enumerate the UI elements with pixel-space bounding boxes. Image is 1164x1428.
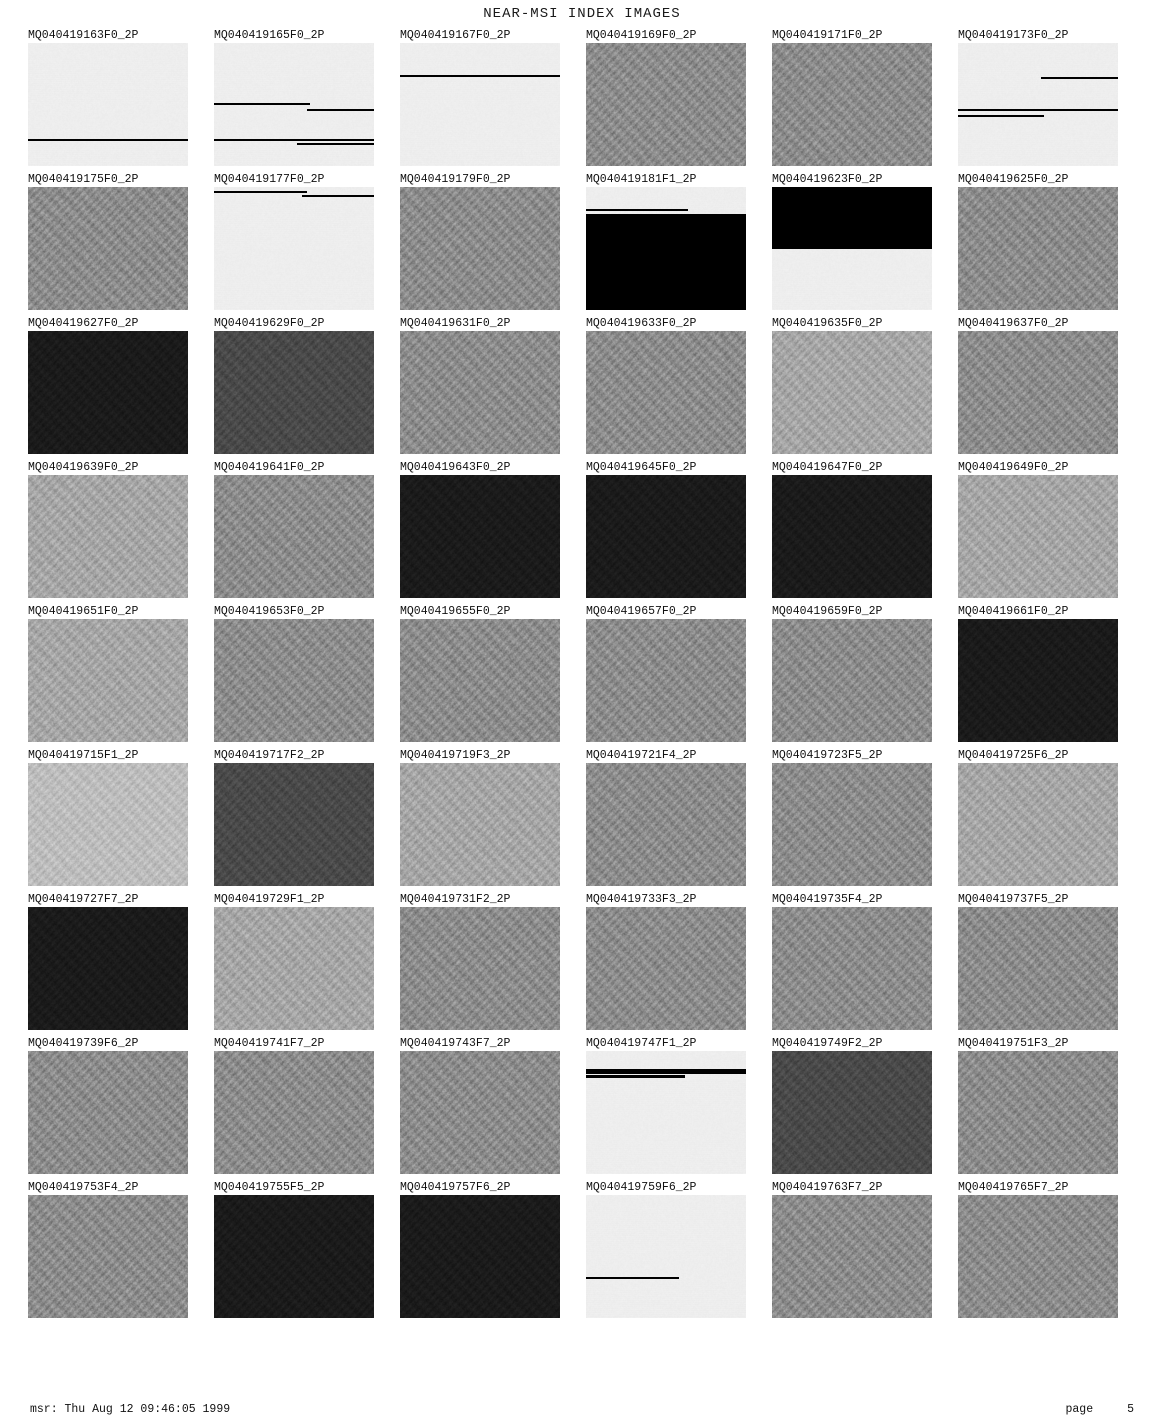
image-id-label: MQ040419175F0_2P [28, 173, 139, 186]
thumbnail-raster [214, 475, 374, 598]
image-cell[interactable] [400, 28, 560, 166]
image-thumbnail[interactable] [400, 907, 560, 1030]
image-thumbnail[interactable] [214, 187, 374, 310]
image-cell[interactable] [586, 1036, 746, 1174]
thumbnail-raster [214, 907, 374, 1030]
thumbnail-raster [400, 475, 560, 598]
image-thumbnail[interactable] [772, 475, 932, 598]
image-cell[interactable] [28, 1036, 188, 1174]
image-id-label: MQ040419765F7_2P [958, 1181, 1069, 1194]
thumbnail-raster [400, 331, 560, 454]
thumbnail-raster [958, 187, 1118, 310]
image-id-label: MQ040419727F7_2P [28, 893, 139, 906]
thumbnail-raster [586, 763, 746, 886]
image-cell[interactable] [958, 460, 1118, 598]
image-thumbnail[interactable] [28, 187, 188, 310]
image-cell[interactable] [772, 172, 932, 310]
image-thumbnail[interactable] [586, 1195, 746, 1318]
image-thumbnail[interactable] [400, 43, 560, 166]
image-id-label: MQ040419755F5_2P [214, 1181, 325, 1194]
thumbnail-raster [586, 1195, 746, 1318]
thumbnail-raster [214, 1195, 374, 1318]
image-id-label: MQ040419653F0_2P [214, 605, 325, 618]
image-cell[interactable] [400, 316, 560, 454]
image-thumbnail[interactable] [772, 1195, 932, 1318]
image-cell[interactable] [28, 172, 188, 310]
thumbnail-scanline [297, 143, 374, 145]
thumbnail-raster [958, 1195, 1118, 1318]
thumbnail-raster [772, 331, 932, 454]
image-thumbnail[interactable] [958, 1195, 1118, 1318]
image-id-label: MQ040419763F7_2P [772, 1181, 883, 1194]
image-cell[interactable] [958, 1180, 1118, 1318]
image-cell[interactable] [586, 460, 746, 598]
page-label: page [1065, 1403, 1094, 1416]
thumbnail-band [772, 187, 932, 249]
image-thumbnail[interactable] [28, 331, 188, 454]
image-id-label: MQ040419721F4_2P [586, 749, 697, 762]
image-cell[interactable] [400, 1180, 560, 1318]
thumbnail-raster [958, 763, 1118, 886]
image-cell[interactable] [28, 748, 188, 886]
thumbnail-scanline [307, 109, 374, 111]
thumbnail-raster [28, 907, 188, 1030]
image-thumbnail[interactable] [586, 187, 746, 310]
image-cell[interactable] [214, 1180, 374, 1318]
image-id-label: MQ040419163F0_2P [28, 29, 139, 42]
thumbnail-raster [958, 907, 1118, 1030]
image-thumbnail[interactable] [400, 475, 560, 598]
image-id-label: MQ040419171F0_2P [772, 29, 883, 42]
image-cell[interactable] [586, 892, 746, 1030]
image-cell[interactable] [214, 604, 374, 742]
thumbnail-raster [28, 619, 188, 742]
image-cell[interactable] [772, 460, 932, 598]
image-cell[interactable] [28, 460, 188, 598]
image-cell[interactable] [28, 892, 188, 1030]
image-thumbnail[interactable] [28, 907, 188, 1030]
image-thumbnail[interactable] [214, 907, 374, 1030]
image-id-label: MQ040419631F0_2P [400, 317, 511, 330]
image-cell[interactable] [958, 28, 1118, 166]
image-thumbnail[interactable] [586, 43, 746, 166]
image-cell[interactable] [772, 748, 932, 886]
image-id-label: MQ040419743F7_2P [400, 1037, 511, 1050]
thumbnail-scanline [586, 1069, 746, 1074]
image-id-label: MQ040419719F3_2P [400, 749, 511, 762]
thumbnail-raster [958, 475, 1118, 598]
thumbnail-raster [214, 187, 374, 310]
image-cell[interactable] [400, 748, 560, 886]
thumbnail-scanline [1041, 77, 1118, 79]
image-cell[interactable] [958, 1036, 1118, 1174]
image-cell[interactable] [772, 316, 932, 454]
image-thumbnail[interactable] [586, 1051, 746, 1174]
thumbnail-scanline [400, 75, 560, 77]
thumbnail-raster [28, 763, 188, 886]
image-cell[interactable] [214, 892, 374, 1030]
image-cell[interactable] [214, 172, 374, 310]
image-id-label: MQ040419169F0_2P [586, 29, 697, 42]
thumbnail-raster [772, 1051, 932, 1174]
image-id-label: MQ040419737F5_2P [958, 893, 1069, 906]
image-thumbnail[interactable] [772, 43, 932, 166]
thumbnail-scanline [214, 139, 374, 141]
image-thumbnail[interactable] [214, 331, 374, 454]
image-cell[interactable] [772, 1036, 932, 1174]
image-thumbnail[interactable] [958, 331, 1118, 454]
image-thumbnail[interactable] [772, 907, 932, 1030]
image-thumbnail[interactable] [214, 1051, 374, 1174]
image-id-label: MQ040419649F0_2P [958, 461, 1069, 474]
image-id-label: MQ040419179F0_2P [400, 173, 511, 186]
image-cell[interactable] [28, 28, 188, 166]
image-cell[interactable] [214, 460, 374, 598]
thumbnail-raster [400, 907, 560, 1030]
image-thumbnail[interactable] [400, 619, 560, 742]
thumbnail-raster [400, 763, 560, 886]
image-thumbnail[interactable] [400, 1051, 560, 1174]
image-id-label: MQ040419635F0_2P [772, 317, 883, 330]
image-thumbnail[interactable] [28, 763, 188, 886]
thumbnail-raster [958, 1051, 1118, 1174]
image-cell[interactable] [214, 28, 374, 166]
image-cell[interactable] [958, 316, 1118, 454]
thumbnail-raster [772, 907, 932, 1030]
thumbnail-raster [772, 1195, 932, 1318]
image-cell[interactable] [586, 1180, 746, 1318]
image-thumbnail[interactable] [28, 475, 188, 598]
thumbnail-raster [586, 475, 746, 598]
image-cell[interactable] [400, 172, 560, 310]
image-thumbnail[interactable] [958, 1051, 1118, 1174]
image-id-label: MQ040419623F0_2P [772, 173, 883, 186]
image-id-label: MQ040419655F0_2P [400, 605, 511, 618]
image-thumbnail[interactable] [214, 1195, 374, 1318]
image-id-label: MQ040419629F0_2P [214, 317, 325, 330]
image-cell[interactable] [400, 892, 560, 1030]
image-id-label: MQ040419659F0_2P [772, 605, 883, 618]
page-footer [30, 1403, 1134, 1416]
thumbnail-scanline [586, 1277, 679, 1279]
image-id-label: MQ040419741F7_2P [214, 1037, 325, 1050]
image-cell[interactable] [214, 748, 374, 886]
image-cell[interactable] [958, 748, 1118, 886]
image-thumbnail[interactable] [586, 907, 746, 1030]
thumbnail-raster [586, 619, 746, 742]
thumbnail-raster [772, 619, 932, 742]
thumbnail-raster [214, 331, 374, 454]
thumbnail-raster [214, 1051, 374, 1174]
page-number: 5 [1127, 1403, 1134, 1416]
image-cell[interactable] [772, 604, 932, 742]
thumbnail-raster [400, 619, 560, 742]
thumbnail-raster [400, 43, 560, 166]
image-thumbnail[interactable] [214, 475, 374, 598]
thumbnail-raster [958, 619, 1118, 742]
thumbnail-raster [400, 187, 560, 310]
image-id-label: MQ040419717F2_2P [214, 749, 325, 762]
image-thumbnail[interactable] [772, 1051, 932, 1174]
image-thumbnail[interactable] [214, 43, 374, 166]
thumbnail-raster [772, 763, 932, 886]
image-id-label: MQ040419177F0_2P [214, 173, 325, 186]
image-id-label: MQ040419641F0_2P [214, 461, 325, 474]
thumbnail-raster [400, 1195, 560, 1318]
image-thumbnail[interactable] [400, 763, 560, 886]
thumbnail-scanline [958, 109, 1118, 111]
image-thumbnail[interactable] [958, 619, 1118, 742]
thumbnail-raster [400, 1051, 560, 1174]
image-cell[interactable] [772, 28, 932, 166]
image-id-label: MQ040419633F0_2P [586, 317, 697, 330]
thumbnail-scanline [586, 209, 688, 211]
image-cell[interactable] [586, 28, 746, 166]
thumbnail-scanline [586, 1075, 685, 1078]
image-cell[interactable] [28, 316, 188, 454]
image-id-label: MQ040419645F0_2P [586, 461, 697, 474]
thumbnail-scanline [214, 103, 310, 105]
image-id-label: MQ040419627F0_2P [28, 317, 139, 330]
image-cell[interactable] [586, 604, 746, 742]
image-thumbnail[interactable] [400, 1195, 560, 1318]
image-thumbnail[interactable] [28, 1195, 188, 1318]
image-thumbnail[interactable] [772, 331, 932, 454]
image-cell[interactable] [772, 1180, 932, 1318]
thumbnail-raster [28, 331, 188, 454]
image-id-label: MQ040419725F6_2P [958, 749, 1069, 762]
image-thumbnail[interactable] [586, 331, 746, 454]
image-id-label: MQ040419643F0_2P [400, 461, 511, 474]
image-id-label: MQ040419625F0_2P [958, 173, 1069, 186]
thumbnail-raster [958, 43, 1118, 166]
image-cell[interactable] [958, 892, 1118, 1030]
thumbnail-raster [586, 43, 746, 166]
image-id-label: MQ040419749F2_2P [772, 1037, 883, 1050]
image-id-label: MQ040419739F6_2P [28, 1037, 139, 1050]
footer-timestamp: msr: Thu Aug 12 09:46:05 1999 [30, 1403, 231, 1416]
image-thumbnail[interactable] [586, 763, 746, 886]
image-thumbnail[interactable] [214, 763, 374, 886]
thumbnail-raster [28, 187, 188, 310]
image-cell[interactable] [958, 604, 1118, 742]
image-grid [28, 28, 1138, 1318]
image-id-label: MQ040419661F0_2P [958, 605, 1069, 618]
image-thumbnail[interactable] [400, 187, 560, 310]
image-id-label: MQ040419735F4_2P [772, 893, 883, 906]
image-thumbnail[interactable] [28, 43, 188, 166]
thumbnail-raster [586, 331, 746, 454]
image-cell[interactable] [958, 172, 1118, 310]
thumbnail-band [586, 214, 746, 310]
image-cell[interactable] [772, 892, 932, 1030]
thumbnail-raster [214, 763, 374, 886]
image-id-label: MQ040419181F1_2P [586, 173, 697, 186]
image-id-label: MQ040419173F0_2P [958, 29, 1069, 42]
thumbnail-raster [28, 1051, 188, 1174]
image-thumbnail[interactable] [586, 475, 746, 598]
image-id-label: MQ040419723F5_2P [772, 749, 883, 762]
page-title: NEAR-MSI INDEX IMAGES [483, 6, 681, 22]
image-id-label: MQ040419639F0_2P [28, 461, 139, 474]
image-cell[interactable] [400, 460, 560, 598]
image-thumbnail[interactable] [958, 475, 1118, 598]
image-thumbnail[interactable] [958, 43, 1118, 166]
image-id-label: MQ040419733F3_2P [586, 893, 697, 906]
image-id-label: MQ040419731F2_2P [400, 893, 511, 906]
image-id-label: MQ040419747F1_2P [586, 1037, 697, 1050]
image-thumbnail[interactable] [400, 331, 560, 454]
image-thumbnail[interactable] [772, 187, 932, 310]
image-id-label: MQ040419753F4_2P [28, 1181, 139, 1194]
image-cell[interactable] [28, 1180, 188, 1318]
thumbnail-raster [772, 43, 932, 166]
image-cell[interactable] [28, 604, 188, 742]
image-id-label: MQ040419651F0_2P [28, 605, 139, 618]
page-indicator [1065, 1403, 1134, 1416]
image-cell[interactable] [586, 172, 746, 310]
thumbnail-raster [958, 331, 1118, 454]
image-id-label: MQ040419657F0_2P [586, 605, 697, 618]
image-cell[interactable] [214, 316, 374, 454]
image-thumbnail[interactable] [958, 907, 1118, 1030]
image-thumbnail[interactable] [772, 619, 932, 742]
image-id-label: MQ040419167F0_2P [400, 29, 511, 42]
image-id-label: MQ040419165F0_2P [214, 29, 325, 42]
image-thumbnail[interactable] [28, 619, 188, 742]
thumbnail-raster [28, 1195, 188, 1318]
image-thumbnail[interactable] [772, 763, 932, 886]
image-id-label: MQ040419729F1_2P [214, 893, 325, 906]
thumbnail-raster [28, 43, 188, 166]
image-cell[interactable] [400, 1036, 560, 1174]
image-thumbnail[interactable] [958, 763, 1118, 886]
thumbnail-raster [28, 475, 188, 598]
thumbnail-raster [214, 619, 374, 742]
thumbnail-scanline [958, 115, 1044, 117]
image-id-label: MQ040419715F1_2P [28, 749, 139, 762]
thumbnail-raster [772, 475, 932, 598]
image-thumbnail[interactable] [586, 619, 746, 742]
image-thumbnail[interactable] [214, 619, 374, 742]
thumbnail-scanline [28, 139, 188, 141]
image-cell[interactable] [586, 316, 746, 454]
image-id-label: MQ040419647F0_2P [772, 461, 883, 474]
image-thumbnail[interactable] [958, 187, 1118, 310]
thumbnail-raster [586, 907, 746, 1030]
image-id-label: MQ040419637F0_2P [958, 317, 1069, 330]
image-thumbnail[interactable] [28, 1051, 188, 1174]
thumbnail-scanline [302, 195, 374, 197]
thumbnail-scanline [214, 191, 307, 193]
image-cell[interactable] [586, 748, 746, 886]
image-id-label: MQ040419757F6_2P [400, 1181, 511, 1194]
image-id-label: MQ040419751F3_2P [958, 1037, 1069, 1050]
image-cell[interactable] [214, 1036, 374, 1174]
image-id-label: MQ040419759F6_2P [586, 1181, 697, 1194]
image-cell[interactable] [400, 604, 560, 742]
